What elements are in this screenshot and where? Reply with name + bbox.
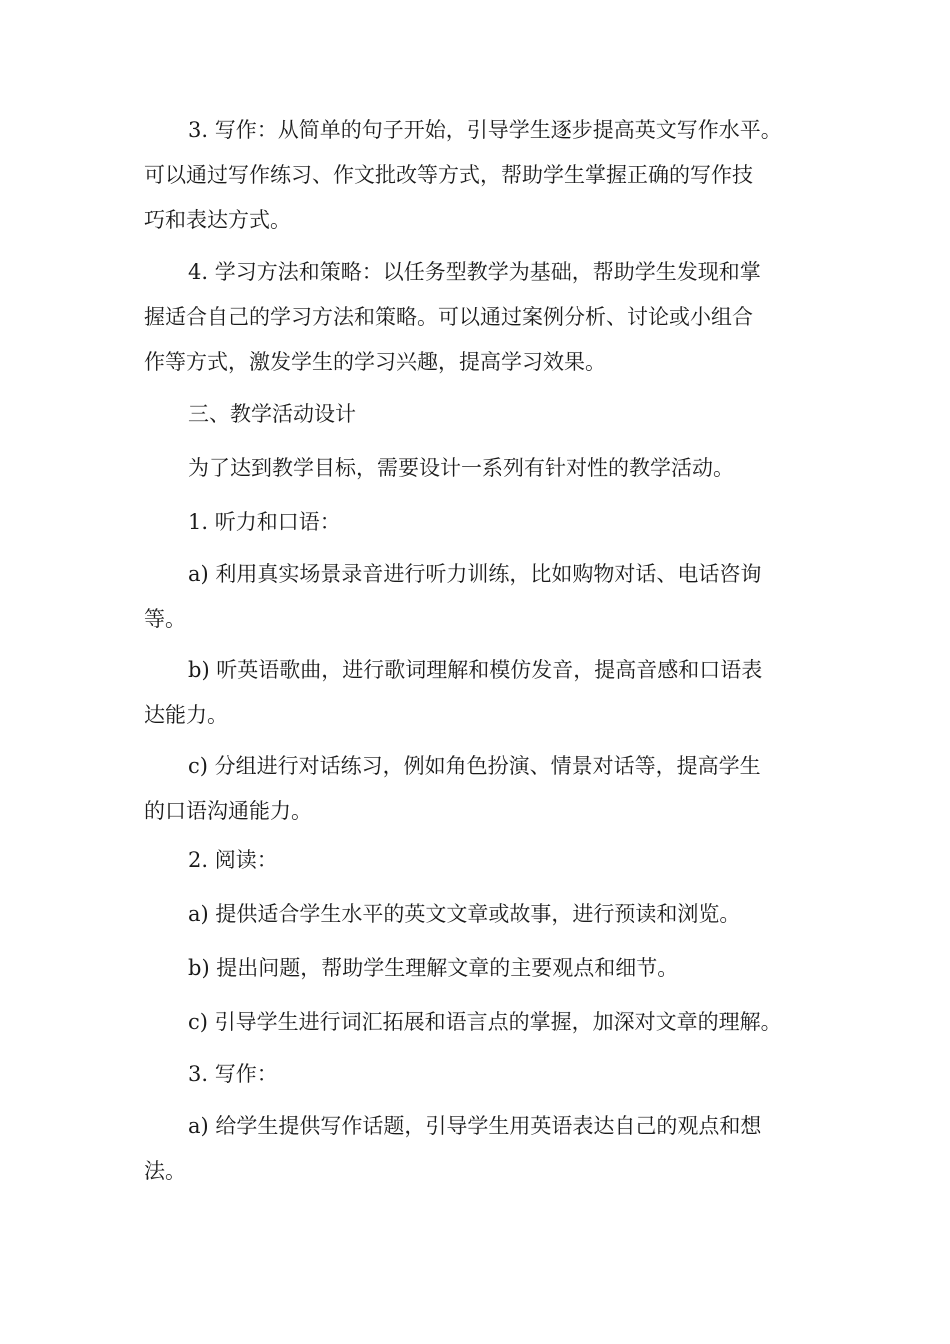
list-item [144, 1104, 808, 1194]
list-item [144, 648, 808, 738]
list-item [144, 744, 808, 834]
text-line: 作等方式，激发学生的学习兴趣，提高学习效果。 [144, 350, 606, 374]
text-line: a) 给学生提供写作话题，引导学生用英语表达自己的观点和想 [188, 1114, 762, 1138]
text-line: 巧和表达方式。 [144, 208, 291, 232]
text-line: 可以通过写作练习、作文批改等方式，帮助学生掌握正确的写作技 [144, 163, 753, 187]
section-heading [144, 392, 808, 437]
text-line: 等。 [144, 607, 186, 631]
list-item [144, 892, 808, 937]
text-line: 三、教学活动设计 [188, 402, 356, 426]
text-line: 1. 听力和口语： [188, 510, 341, 534]
text-line: 3. 写作： [188, 1062, 278, 1086]
text-line: 法。 [144, 1159, 186, 1183]
text-line: a) 利用真实场景录音进行听力训练，比如购物对话、电话咨询 [188, 562, 762, 586]
text-line: 为了达到教学目标，需要设计一系列有针对性的教学活动。 [188, 456, 734, 480]
text-line: 3. 写作：从简单的句子开始，引导学生逐步提高英文写作水平。 [188, 118, 782, 142]
paragraph-intro [144, 446, 808, 491]
list-item [144, 946, 808, 991]
text-line: 握适合自己的学习方法和策略。可以通过案例分析、讨论或小组合 [144, 305, 753, 329]
subheading-listening-speaking [144, 500, 808, 545]
text-line: c) 分组进行对话练习，例如角色扮演、情景对话等，提高学生 [188, 754, 761, 778]
text-line: a) 提供适合学生水平的英文文章或故事，进行预读和浏览。 [188, 902, 741, 926]
text-line: c) 引导学生进行词汇拓展和语言点的掌握，加深对文章的理解。 [188, 1010, 782, 1034]
subheading-reading [144, 838, 808, 883]
list-item [144, 552, 808, 642]
text-line: 的口语沟通能力。 [144, 799, 312, 823]
text-line: b) 听英语歌曲，进行歌词理解和模仿发音，提高音感和口语表 [188, 658, 763, 682]
list-item [144, 1000, 808, 1045]
paragraph-learning-strategy [144, 250, 808, 385]
text-line: 达能力。 [144, 703, 228, 727]
text-line: 2. 阅读： [188, 848, 278, 872]
paragraph-writing-goal [144, 108, 808, 243]
text-line: b) 提出问题，帮助学生理解文章的主要观点和细节。 [188, 956, 679, 980]
text-line: 4. 学习方法和策略：以任务型教学为基础，帮助学生发现和掌 [188, 260, 761, 284]
subheading-writing [144, 1052, 808, 1097]
